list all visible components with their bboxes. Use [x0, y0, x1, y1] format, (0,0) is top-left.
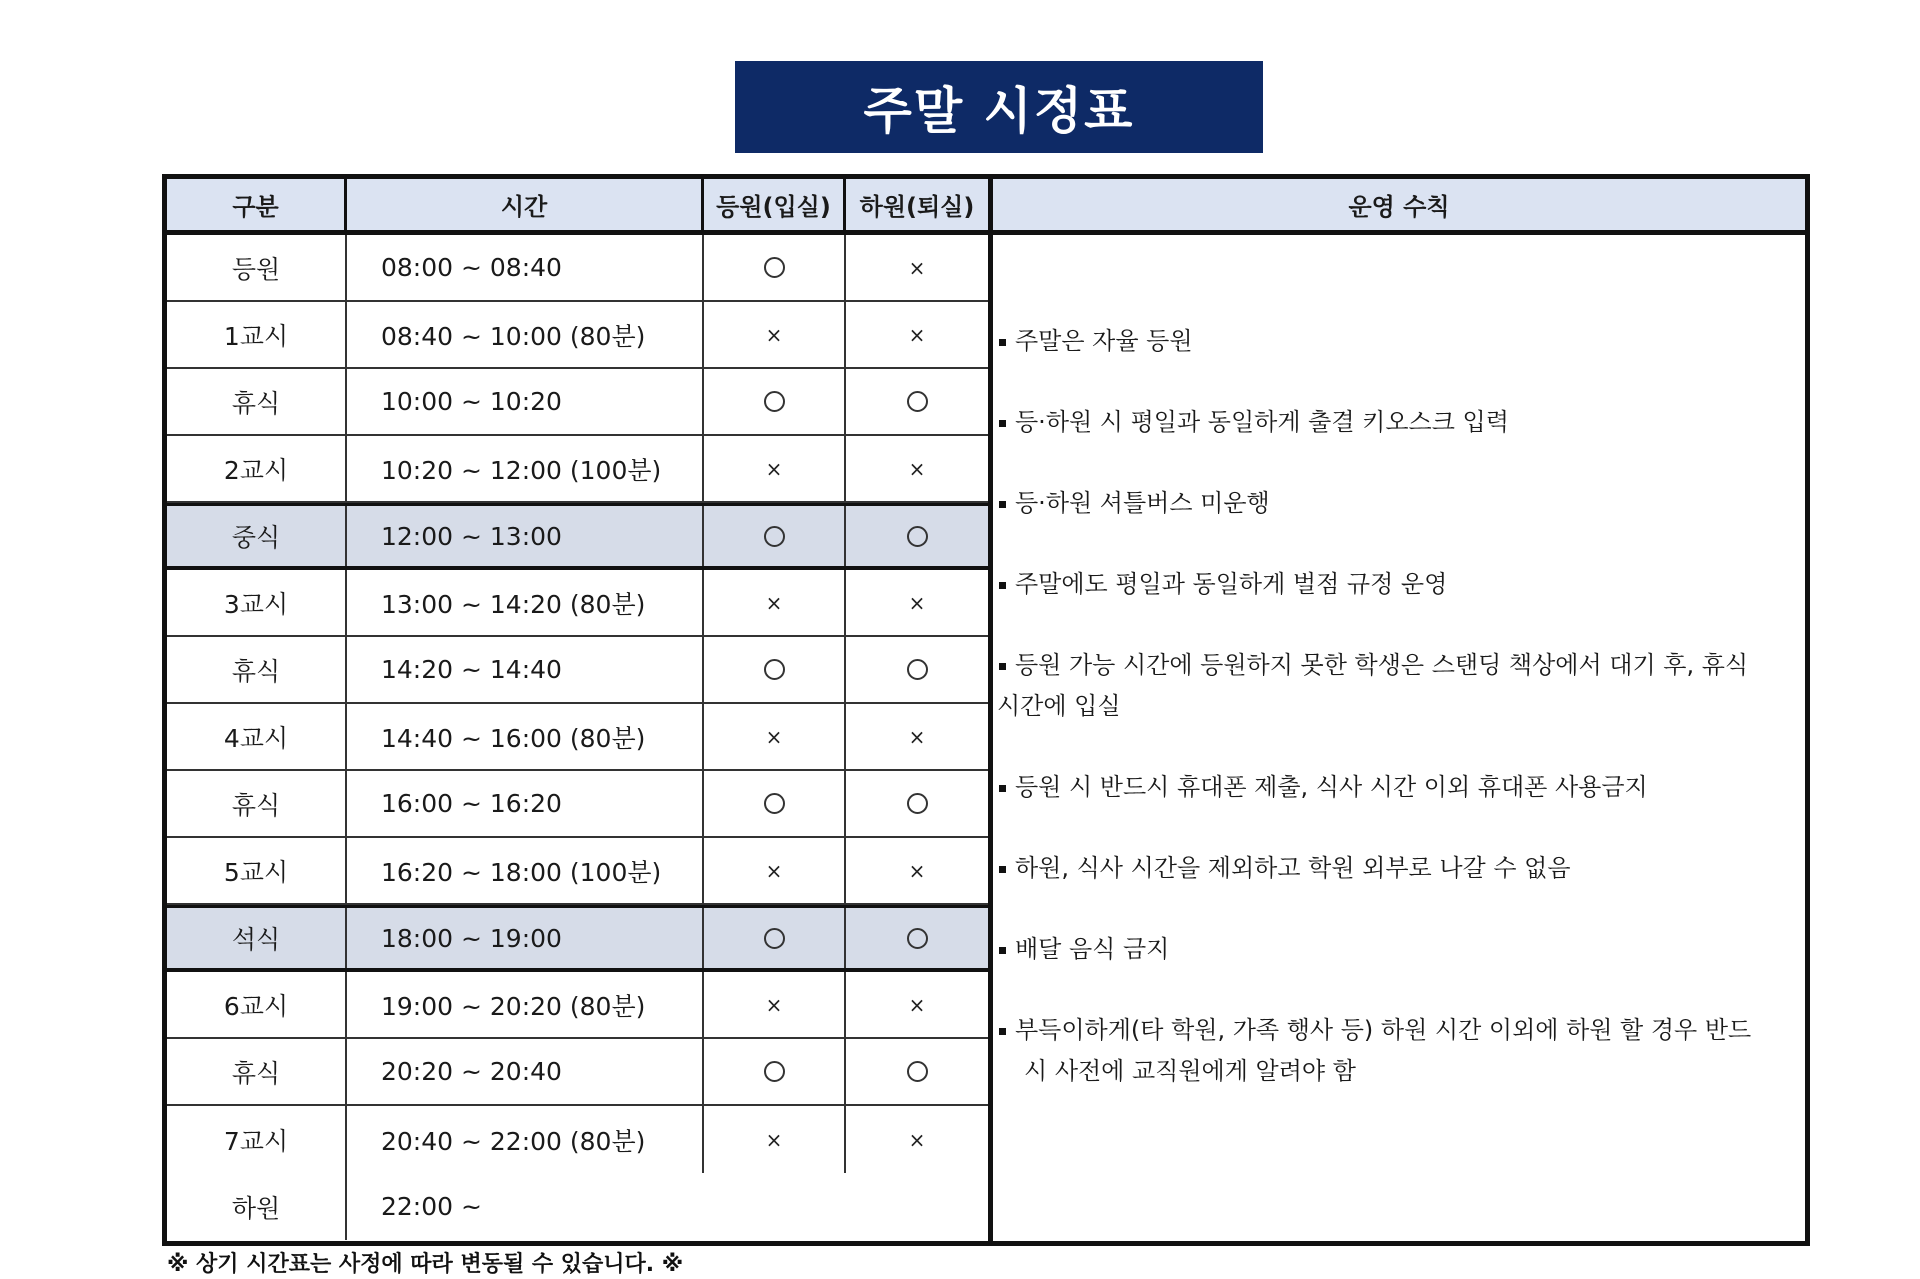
- not-allowed-mark: ×: [765, 322, 783, 347]
- allowed-mark: [764, 257, 785, 278]
- rule-item: [997, 321, 1765, 362]
- header-division: 구분: [167, 179, 347, 230]
- not-allowed-mark: ×: [908, 590, 926, 615]
- row-check-out: [846, 704, 988, 769]
- allowed-mark: [764, 526, 785, 547]
- row-check-out: [846, 436, 988, 501]
- bullet-icon: [999, 663, 1006, 670]
- not-allowed-mark: ×: [908, 858, 926, 883]
- rule-item: [997, 767, 1765, 808]
- not-allowed-mark: ×: [765, 456, 783, 481]
- row-time: 14:20 ~ 14:40: [347, 637, 704, 702]
- bullet-icon: [999, 1028, 1006, 1035]
- row-check-out: [846, 369, 988, 434]
- row-division: 4교시: [167, 704, 347, 769]
- row-check-out: [846, 1039, 988, 1104]
- row-check-in: [704, 1039, 846, 1104]
- row-check-in: [704, 302, 846, 367]
- row-division: 7교시: [167, 1106, 347, 1173]
- row-check-in: [704, 369, 846, 434]
- row-check-in: [704, 972, 846, 1037]
- rule-item: [997, 1010, 1765, 1092]
- row-time: 08:00 ~ 08:40: [347, 235, 704, 300]
- row-division: 1교시: [167, 302, 347, 367]
- bullet-icon: [999, 866, 1006, 873]
- rule-item: [997, 564, 1765, 605]
- row-check-out: [846, 908, 988, 968]
- row-check-in: [704, 771, 846, 836]
- rule-text: 주말은 자율 등원: [1015, 327, 1193, 355]
- table-row: [167, 905, 988, 972]
- bullet-icon: [999, 785, 1006, 792]
- rule-text: 등·하원 셔틀버스 미운행: [1015, 489, 1270, 517]
- page-title: 주말 시정표: [735, 61, 1263, 153]
- rule-text: 하원, 식사 시간을 제외하고 학원 외부로 나갈 수 없음: [1015, 854, 1571, 882]
- row-check-out: [846, 771, 988, 836]
- row-check-in: [704, 704, 846, 769]
- rule-item: [997, 645, 1765, 727]
- allowed-mark: [907, 659, 928, 680]
- weekend-timetable: [162, 174, 1810, 1246]
- rule-text: 등원 가능 시간에 등원하지 못한 학생은 스탠딩 책상에서 대기 후, 휴식 시간에 입실: [997, 651, 1749, 720]
- row-check-out: [846, 838, 988, 903]
- allowed-mark: [764, 391, 785, 412]
- row-division: 하원: [167, 1173, 347, 1240]
- row-division: 휴식: [167, 369, 347, 434]
- rule-text: 등·하원 시 평일과 동일하게 출결 키오스크 입력: [1015, 408, 1509, 436]
- row-division: 6교시: [167, 972, 347, 1037]
- row-check-in: [704, 235, 846, 300]
- footnote: ※ 상기 시간표는 사정에 따라 변동될 수 있습니다. ※: [167, 1252, 684, 1277]
- row-check-in: [704, 570, 846, 635]
- row-check-out: [846, 570, 988, 635]
- not-allowed-mark: ×: [765, 992, 783, 1017]
- table-row: [167, 503, 988, 570]
- row-check-out: [846, 506, 988, 566]
- not-allowed-mark: ×: [908, 255, 926, 280]
- row-time: 20:40 ~ 22:00 (80분): [347, 1106, 704, 1173]
- rule-text: 배달 음식 금지: [1015, 935, 1170, 963]
- row-division: 중식: [167, 506, 347, 566]
- rule-item: [997, 483, 1765, 524]
- schedule-table: [167, 179, 993, 1241]
- row-division: 휴식: [167, 637, 347, 702]
- header-check-out: 하원(퇴실): [859, 193, 975, 221]
- not-allowed-mark: ×: [908, 456, 926, 481]
- bullet-icon: [999, 339, 1006, 346]
- operating-rules-panel: [993, 179, 1805, 1241]
- row-division: 휴식: [167, 1039, 347, 1104]
- row-time: 10:00 ~ 10:20: [347, 369, 704, 434]
- bullet-icon: [999, 420, 1006, 427]
- not-allowed-mark: ×: [765, 724, 783, 749]
- rule-text: 주말에도 평일과 동일하게 벌점 규정 운영: [1015, 570, 1448, 598]
- allowed-mark: [764, 1061, 785, 1082]
- table-row: [167, 235, 988, 302]
- row-check-in: [704, 436, 846, 501]
- row-division: 휴식: [167, 771, 347, 836]
- row-check-out: [846, 972, 988, 1037]
- not-allowed-mark: ×: [765, 858, 783, 883]
- schedule-header-row: [167, 179, 988, 235]
- row-time: 19:00 ~ 20:20 (80분): [347, 972, 704, 1037]
- bullet-icon: [999, 582, 1006, 589]
- table-row: [167, 637, 988, 704]
- not-allowed-mark: ×: [908, 724, 926, 749]
- table-row: [167, 302, 988, 369]
- not-allowed-mark: ×: [908, 322, 926, 347]
- not-allowed-mark: ×: [908, 992, 926, 1017]
- table-row: [167, 436, 988, 503]
- row-time: 10:20 ~ 12:00 (100분): [347, 436, 704, 501]
- row-check-out: [846, 637, 988, 702]
- row-time: 22:00 ~: [381, 1192, 482, 1221]
- row-check-in: [704, 1106, 846, 1173]
- row-division: 등원: [167, 235, 347, 300]
- allowed-mark: [907, 928, 928, 949]
- rule-item: [997, 929, 1765, 970]
- row-time: 08:40 ~ 10:00 (80분): [347, 302, 704, 367]
- row-time: 13:00 ~ 14:20 (80분): [347, 570, 704, 635]
- row-check-out: [846, 235, 988, 300]
- header-time: 시간: [347, 179, 704, 230]
- bullet-icon: [999, 947, 1006, 954]
- row-check-in: [704, 838, 846, 903]
- rule-item: [997, 848, 1765, 889]
- table-row: [167, 771, 988, 838]
- row-time: 16:20 ~ 18:00 (100분): [347, 838, 704, 903]
- allowed-mark: [907, 793, 928, 814]
- row-check-in: [704, 908, 846, 968]
- row-time: 20:20 ~ 20:40: [347, 1039, 704, 1104]
- allowed-mark: [764, 793, 785, 814]
- row-check-out: [846, 1106, 988, 1173]
- allowed-mark: [907, 1061, 928, 1082]
- allowed-mark: [907, 391, 928, 412]
- row-division: 5교시: [167, 838, 347, 903]
- table-row: [167, 972, 988, 1039]
- table-row: [167, 1106, 988, 1173]
- not-allowed-mark: ×: [908, 1127, 926, 1152]
- rule-text: 등원 시 반드시 휴대폰 제출, 식사 시간 이외 휴대폰 사용금지: [1015, 773, 1648, 801]
- row-division: 석식: [167, 908, 347, 968]
- allowed-mark: [764, 928, 785, 949]
- row-time: 16:00 ~ 16:20: [347, 771, 704, 836]
- row-time: 14:40 ~ 16:00 (80분): [347, 704, 704, 769]
- header-rules: 운영 수칙: [993, 179, 1805, 235]
- row-check-in: [704, 506, 846, 566]
- table-row: [167, 1039, 988, 1106]
- rules-list: [993, 235, 1805, 1092]
- table-row: [167, 838, 988, 905]
- rule-item: [997, 402, 1765, 443]
- table-row: [167, 369, 988, 436]
- table-row: [167, 570, 988, 637]
- row-check-out: [846, 302, 988, 367]
- row-check-in: [704, 637, 846, 702]
- header-check-in: 등원(입실): [704, 179, 846, 230]
- allowed-mark: [907, 526, 928, 547]
- row-time: 12:00 ~ 13:00: [347, 506, 704, 566]
- rule-text: 부득이하게(타 학원, 가족 행사 등) 하원 시간 이외에 하원 할 경우 반드시 사전에 교직원에게 알려야 함: [1015, 1016, 1752, 1085]
- table-row-dismissal: [167, 1173, 988, 1240]
- row-division: 3교시: [167, 570, 347, 635]
- not-allowed-mark: ×: [765, 1127, 783, 1152]
- not-allowed-mark: ×: [765, 590, 783, 615]
- bullet-icon: [999, 501, 1006, 508]
- row-time: 18:00 ~ 19:00: [347, 908, 704, 968]
- table-row: [167, 704, 988, 771]
- allowed-mark: [764, 659, 785, 680]
- row-division: 2교시: [167, 436, 347, 501]
